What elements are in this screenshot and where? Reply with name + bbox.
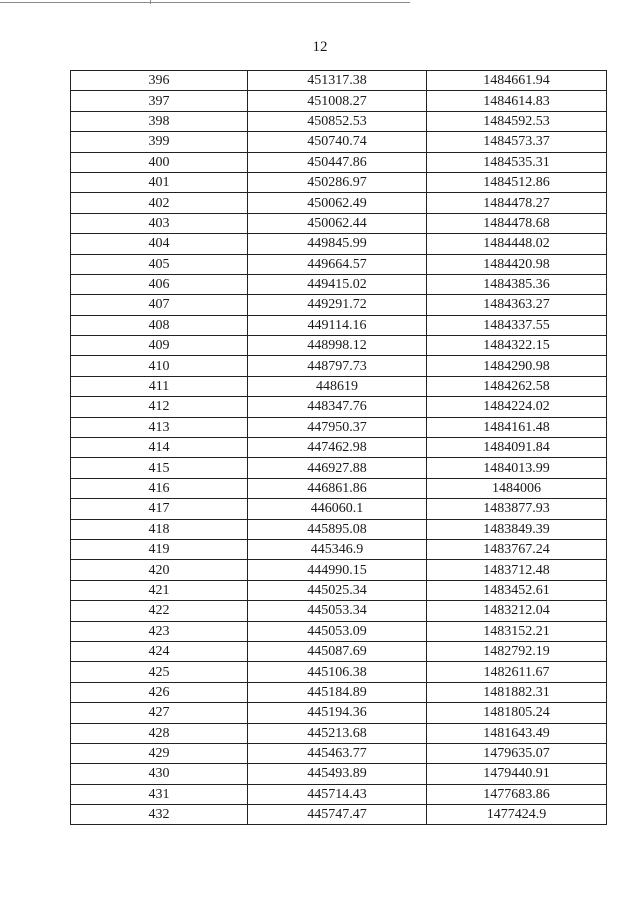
table-row <box>71 601 607 621</box>
table-row <box>71 499 607 519</box>
x-coordinate-cell: 448347.76 <box>248 397 427 417</box>
x-coordinate-cell: 450447.86 <box>248 152 427 172</box>
point-number-cell: 401 <box>71 172 248 192</box>
y-coordinate-cell: 1481643.49 <box>427 723 607 743</box>
point-number-cell: 415 <box>71 458 248 478</box>
table-row <box>71 764 607 784</box>
point-number-cell: 432 <box>71 805 248 825</box>
coordinates-table <box>70 70 607 825</box>
y-coordinate-cell: 1484262.58 <box>427 376 607 396</box>
point-number-cell: 406 <box>71 274 248 294</box>
point-number-cell: 410 <box>71 356 248 376</box>
x-coordinate-cell: 446927.88 <box>248 458 427 478</box>
x-coordinate-cell: 446861.86 <box>248 478 427 498</box>
point-number-cell: 431 <box>71 784 248 804</box>
x-coordinate-cell: 445194.36 <box>248 703 427 723</box>
table-row <box>71 805 607 825</box>
table-row <box>71 560 607 580</box>
x-coordinate-cell: 450286.97 <box>248 172 427 192</box>
x-coordinate-cell: 445106.38 <box>248 662 427 682</box>
x-coordinate-cell: 449845.99 <box>248 234 427 254</box>
x-coordinate-cell: 445895.08 <box>248 519 427 539</box>
y-coordinate-cell: 1483212.04 <box>427 601 607 621</box>
point-number-cell: 424 <box>71 641 248 661</box>
table-row <box>71 458 607 478</box>
y-coordinate-cell: 1477683.86 <box>427 784 607 804</box>
y-coordinate-cell: 1477424.9 <box>427 805 607 825</box>
table-row <box>71 356 607 376</box>
y-coordinate-cell: 1484478.27 <box>427 193 607 213</box>
table-row <box>71 315 607 335</box>
y-coordinate-cell: 1484448.02 <box>427 234 607 254</box>
point-number-cell: 412 <box>71 397 248 417</box>
table-row <box>71 91 607 111</box>
x-coordinate-cell: 445463.77 <box>248 743 427 763</box>
point-number-cell: 396 <box>71 71 248 91</box>
top-rule-tick <box>150 0 151 4</box>
x-coordinate-cell: 446060.1 <box>248 499 427 519</box>
table-row <box>71 213 607 233</box>
y-coordinate-cell: 1484224.02 <box>427 397 607 417</box>
table-row <box>71 703 607 723</box>
table-row <box>71 641 607 661</box>
table-row <box>71 397 607 417</box>
y-coordinate-cell: 1483152.21 <box>427 621 607 641</box>
point-number-cell: 416 <box>71 478 248 498</box>
y-coordinate-cell: 1484290.98 <box>427 356 607 376</box>
point-number-cell: 426 <box>71 682 248 702</box>
table-row <box>71 478 607 498</box>
table-row <box>71 580 607 600</box>
x-coordinate-cell: 445346.9 <box>248 539 427 559</box>
point-number-cell: 419 <box>71 539 248 559</box>
x-coordinate-cell: 451317.38 <box>248 71 427 91</box>
table-row <box>71 172 607 192</box>
point-number-cell: 400 <box>71 152 248 172</box>
point-number-cell: 413 <box>71 417 248 437</box>
table-row <box>71 539 607 559</box>
point-number-cell: 403 <box>71 213 248 233</box>
point-number-cell: 408 <box>71 315 248 335</box>
y-coordinate-cell: 1484363.27 <box>427 295 607 315</box>
x-coordinate-cell: 450740.74 <box>248 132 427 152</box>
x-coordinate-cell: 450062.44 <box>248 213 427 233</box>
x-coordinate-cell: 445747.47 <box>248 805 427 825</box>
x-coordinate-cell: 445087.69 <box>248 641 427 661</box>
y-coordinate-cell: 1484161.48 <box>427 417 607 437</box>
x-coordinate-cell: 444990.15 <box>248 560 427 580</box>
x-coordinate-cell: 447462.98 <box>248 438 427 458</box>
point-number-cell: 405 <box>71 254 248 274</box>
x-coordinate-cell: 445493.89 <box>248 764 427 784</box>
y-coordinate-cell: 1484535.31 <box>427 152 607 172</box>
point-number-cell: 420 <box>71 560 248 580</box>
table-row <box>71 274 607 294</box>
table-row <box>71 438 607 458</box>
y-coordinate-cell: 1484091.84 <box>427 438 607 458</box>
coordinates-table-body <box>71 71 607 825</box>
y-coordinate-cell: 1479635.07 <box>427 743 607 763</box>
point-number-cell: 429 <box>71 743 248 763</box>
y-coordinate-cell: 1484614.83 <box>427 91 607 111</box>
point-number-cell: 428 <box>71 723 248 743</box>
y-coordinate-cell: 1484478.68 <box>427 213 607 233</box>
point-number-cell: 421 <box>71 580 248 600</box>
y-coordinate-cell: 1483767.24 <box>427 539 607 559</box>
x-coordinate-cell: 449415.02 <box>248 274 427 294</box>
y-coordinate-cell: 1484013.99 <box>427 458 607 478</box>
table-row <box>71 111 607 131</box>
point-number-cell: 423 <box>71 621 248 641</box>
point-number-cell: 399 <box>71 132 248 152</box>
y-coordinate-cell: 1484385.36 <box>427 274 607 294</box>
table-row <box>71 254 607 274</box>
y-coordinate-cell: 1483712.48 <box>427 560 607 580</box>
x-coordinate-cell: 448998.12 <box>248 336 427 356</box>
top-rule <box>0 2 410 3</box>
point-number-cell: 397 <box>71 91 248 111</box>
table-row <box>71 376 607 396</box>
point-number-cell: 409 <box>71 336 248 356</box>
y-coordinate-cell: 1484573.37 <box>427 132 607 152</box>
table-row <box>71 295 607 315</box>
table-row <box>71 417 607 437</box>
point-number-cell: 398 <box>71 111 248 131</box>
table-row <box>71 743 607 763</box>
x-coordinate-cell: 448619 <box>248 376 427 396</box>
point-number-cell: 414 <box>71 438 248 458</box>
x-coordinate-cell: 450062.49 <box>248 193 427 213</box>
x-coordinate-cell: 448797.73 <box>248 356 427 376</box>
point-number-cell: 402 <box>71 193 248 213</box>
y-coordinate-cell: 1484420.98 <box>427 254 607 274</box>
y-coordinate-cell: 1483877.93 <box>427 499 607 519</box>
table-row <box>71 662 607 682</box>
y-coordinate-cell: 1484661.94 <box>427 71 607 91</box>
y-coordinate-cell: 1484512.86 <box>427 172 607 192</box>
x-coordinate-cell: 447950.37 <box>248 417 427 437</box>
y-coordinate-cell: 1482792.19 <box>427 641 607 661</box>
point-number-cell: 427 <box>71 703 248 723</box>
x-coordinate-cell: 445213.68 <box>248 723 427 743</box>
point-number-cell: 407 <box>71 295 248 315</box>
table-row <box>71 784 607 804</box>
x-coordinate-cell: 449291.72 <box>248 295 427 315</box>
table-row <box>71 682 607 702</box>
y-coordinate-cell: 1484006 <box>427 478 607 498</box>
point-number-cell: 418 <box>71 519 248 539</box>
x-coordinate-cell: 445053.34 <box>248 601 427 621</box>
point-number-cell: 411 <box>71 376 248 396</box>
point-number-cell: 422 <box>71 601 248 621</box>
y-coordinate-cell: 1481882.31 <box>427 682 607 702</box>
y-coordinate-cell: 1482611.67 <box>427 662 607 682</box>
table-row <box>71 152 607 172</box>
point-number-cell: 404 <box>71 234 248 254</box>
x-coordinate-cell: 449114.16 <box>248 315 427 335</box>
x-coordinate-cell: 451008.27 <box>248 91 427 111</box>
x-coordinate-cell: 445025.34 <box>248 580 427 600</box>
x-coordinate-cell: 449664.57 <box>248 254 427 274</box>
x-coordinate-cell: 445714.43 <box>248 784 427 804</box>
table-row <box>71 193 607 213</box>
x-coordinate-cell: 450852.53 <box>248 111 427 131</box>
page-number: 12 <box>312 39 328 55</box>
y-coordinate-cell: 1484337.55 <box>427 315 607 335</box>
table-row <box>71 621 607 641</box>
y-coordinate-cell: 1483849.39 <box>427 519 607 539</box>
y-coordinate-cell: 1479440.91 <box>427 764 607 784</box>
table-row <box>71 234 607 254</box>
point-number-cell: 430 <box>71 764 248 784</box>
y-coordinate-cell: 1484592.53 <box>427 111 607 131</box>
y-coordinate-cell: 1483452.61 <box>427 580 607 600</box>
table-row <box>71 71 607 91</box>
table-row <box>71 336 607 356</box>
table-row <box>71 519 607 539</box>
x-coordinate-cell: 445053.09 <box>248 621 427 641</box>
table-row <box>71 132 607 152</box>
y-coordinate-cell: 1481805.24 <box>427 703 607 723</box>
table-row <box>71 723 607 743</box>
y-coordinate-cell: 1484322.15 <box>427 336 607 356</box>
point-number-cell: 425 <box>71 662 248 682</box>
x-coordinate-cell: 445184.89 <box>248 682 427 702</box>
point-number-cell: 417 <box>71 499 248 519</box>
